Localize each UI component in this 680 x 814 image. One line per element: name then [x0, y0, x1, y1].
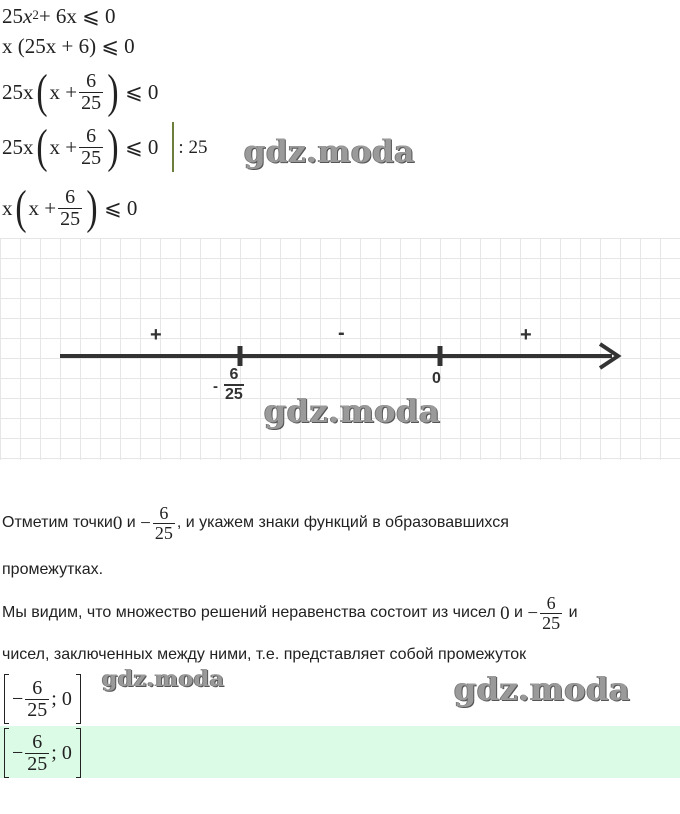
paragraph-2-line-2: чисел, заключенных между ними, т.е. представляет собой промежуток	[2, 646, 527, 663]
interval-num: 6	[32, 676, 43, 699]
coef: 25x	[2, 79, 34, 104]
watermark: gdz.moda	[264, 392, 441, 430]
p2-pre: Мы видим, что множество решений неравенства состоит из чисел	[2, 604, 501, 622]
factored-expression: x (25x + 6) ⩽ 0	[2, 34, 135, 58]
p1-pre: Отметим точки	[2, 514, 113, 532]
tick2-label: 0	[432, 370, 441, 387]
denominator: 25	[81, 91, 102, 114]
interval-den: 25	[27, 698, 48, 721]
close-paren: )	[86, 181, 98, 234]
open-paren: (	[35, 120, 48, 173]
watermark: gdz.moda	[102, 666, 225, 692]
relation: ⩽ 0	[104, 195, 138, 220]
tick1-fraction	[224, 366, 244, 403]
coef: x	[2, 195, 13, 220]
coef: 25x	[2, 134, 34, 159]
closed-bracket-right	[76, 728, 81, 778]
interval-den: 25	[27, 752, 48, 775]
watermark: gdz.moda	[244, 134, 415, 170]
term-rest: + 6x ⩽ 0	[38, 4, 116, 28]
math-line-5	[2, 181, 138, 234]
sign-middle: -	[338, 322, 345, 344]
denominator: 25	[81, 146, 102, 169]
math-line-1	[2, 6, 116, 27]
paragraph-1-line-2: промежутках.	[2, 561, 104, 578]
interval-tail: ; 0	[51, 688, 72, 710]
open-paren: (	[35, 65, 48, 118]
p2-zero: 0	[500, 602, 510, 624]
tick1-minus: -	[213, 378, 218, 395]
p1-den: 25	[154, 522, 173, 543]
fraction	[58, 187, 82, 230]
interval-fraction	[25, 678, 49, 721]
relation: ⩽ 0	[125, 79, 159, 104]
interval-tail: ; 0	[51, 742, 72, 764]
p2-post: и	[564, 604, 578, 622]
p1-num: 6	[159, 503, 169, 523]
sign-left: +	[150, 324, 162, 346]
interval-expression	[4, 674, 81, 724]
paragraph-1-line-1	[2, 504, 509, 543]
var: x	[23, 4, 33, 28]
p2-mid: и	[509, 604, 528, 622]
p1-mid: и	[122, 514, 141, 532]
interval-num: 6	[32, 730, 43, 753]
term: 25	[2, 4, 23, 28]
p2-fraction	[540, 594, 562, 633]
math-line-2	[2, 36, 135, 57]
interval-fraction	[25, 732, 49, 775]
numerator: 6	[86, 124, 97, 147]
paragraph-2-line-1	[2, 594, 578, 633]
sign-right: +	[520, 324, 532, 346]
p1-post: , и укажем знаки функций в образовавшихся	[176, 514, 509, 532]
p2-minus: −	[527, 602, 539, 624]
answer-interval-2	[0, 726, 680, 778]
p2-num: 6	[546, 593, 556, 613]
p1-zero: 0	[112, 512, 123, 534]
interval-minus: −	[12, 742, 24, 764]
math-line-4	[2, 122, 207, 172]
closed-bracket-left	[4, 728, 9, 778]
interval-minus: −	[12, 688, 24, 710]
numerator: 6	[86, 69, 97, 92]
relation: ⩽ 0	[125, 134, 159, 159]
inner: x +	[28, 195, 57, 220]
divide-by: : 25	[178, 136, 208, 158]
open-paren: (	[14, 181, 27, 234]
p2-den: 25	[542, 612, 561, 633]
inner: x +	[49, 134, 78, 159]
fraction	[79, 71, 103, 114]
fraction	[79, 126, 103, 169]
watermark: gdz.moda	[454, 670, 631, 708]
tick1-num: 6	[229, 366, 239, 383]
closed-bracket-left	[4, 674, 9, 724]
exponent: 2	[32, 7, 39, 22]
math-line-3	[2, 65, 159, 118]
denominator: 25	[60, 207, 81, 230]
divide-separator	[172, 122, 174, 172]
close-paren: )	[107, 120, 119, 173]
close-paren: )	[107, 65, 119, 118]
tick1-den: 25	[225, 385, 243, 403]
p1-minus: −	[140, 512, 151, 534]
numerator: 6	[65, 185, 76, 208]
closed-bracket-right	[76, 674, 81, 724]
inner: x +	[49, 79, 78, 104]
interval-expression	[4, 728, 81, 778]
p1-fraction	[153, 504, 175, 543]
